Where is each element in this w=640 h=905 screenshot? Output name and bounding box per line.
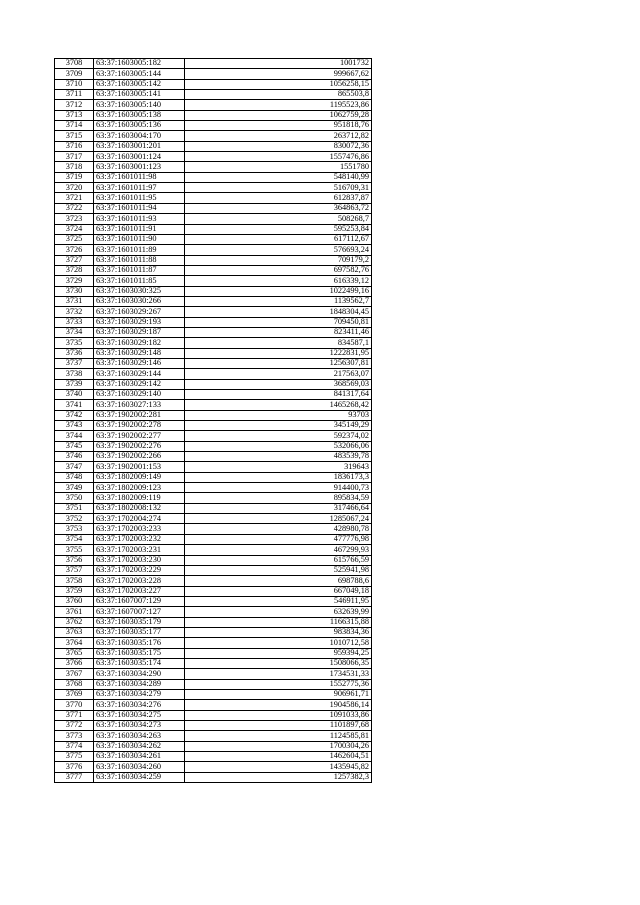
cadastral-number-cell: 63:37:1601011:85 <box>94 276 185 286</box>
cadastral-number-cell: 63:37:1603030:325 <box>94 286 185 296</box>
table-row <box>55 607 372 617</box>
value-cell: 1462604,51 <box>185 752 372 762</box>
value-cell: 1166315,88 <box>185 617 372 627</box>
cadastral-number-cell: 63:37:1702003:228 <box>94 576 185 586</box>
value-cell: 1848304,45 <box>185 307 372 317</box>
table-row <box>55 596 372 606</box>
row-number-cell: 3740 <box>55 390 94 400</box>
value-cell: 983834,36 <box>185 627 372 637</box>
row-number-cell: 3731 <box>55 296 94 306</box>
cadastral-number-cell: 63:37:1902002:276 <box>94 441 185 451</box>
row-number-cell: 3752 <box>55 514 94 524</box>
value-cell: 477776,98 <box>185 534 372 544</box>
table-row <box>55 731 372 741</box>
row-number-cell: 3760 <box>55 596 94 606</box>
cadastral-number-cell: 63:37:1802009:119 <box>94 493 185 503</box>
cadastral-number-cell: 63:37:1902002:266 <box>94 452 185 462</box>
cadastral-number-cell: 63:37:1702003:229 <box>94 565 185 575</box>
table-row <box>55 348 372 358</box>
table-row <box>55 483 372 493</box>
value-cell: 1836173,3 <box>185 472 372 482</box>
row-number-cell: 3753 <box>55 524 94 534</box>
value-cell: 576693,24 <box>185 245 372 255</box>
value-cell: 1062759,28 <box>185 110 372 120</box>
table-row <box>55 338 372 348</box>
cadastral-number-cell: 63:37:1603034:262 <box>94 741 185 751</box>
value-cell: 616339,12 <box>185 276 372 286</box>
value-cell: 1101897,68 <box>185 721 372 731</box>
value-cell: 595253,84 <box>185 224 372 234</box>
value-cell: 999667,62 <box>185 69 372 79</box>
cadastral-number-cell: 63:37:1902002:277 <box>94 431 185 441</box>
row-number-cell: 3772 <box>55 721 94 731</box>
table-row <box>55 648 372 658</box>
table-row <box>55 131 372 141</box>
table-row <box>55 658 372 668</box>
cadastral-number-cell: 63:37:1603034:275 <box>94 710 185 720</box>
value-cell: 525941,98 <box>185 565 372 575</box>
value-cell: 1552775,36 <box>185 679 372 689</box>
value-cell: 709450,81 <box>185 317 372 327</box>
cadastral-number-cell: 63:37:1603029:182 <box>94 338 185 348</box>
value-cell: 1508066,35 <box>185 658 372 668</box>
cadastral-number-cell: 63:37:1603034:289 <box>94 679 185 689</box>
row-number-cell: 3757 <box>55 565 94 575</box>
value-cell: 368569,03 <box>185 379 372 389</box>
cadastral-number-cell: 63:37:1601011:90 <box>94 234 185 244</box>
table-row <box>55 203 372 213</box>
cadastral-number-cell: 63:37:1603005:182 <box>94 59 185 69</box>
value-cell: 697582,76 <box>185 265 372 275</box>
table-row <box>55 90 372 100</box>
value-cell: 93703 <box>185 410 372 420</box>
table-row <box>55 679 372 689</box>
cadastral-number-cell: 63:37:1607007:127 <box>94 607 185 617</box>
value-cell: 532066,06 <box>185 441 372 451</box>
value-cell: 667049,18 <box>185 586 372 596</box>
table-row <box>55 586 372 596</box>
table-row <box>55 110 372 120</box>
row-number-cell: 3768 <box>55 679 94 689</box>
cadastral-number-cell: 63:37:1601011:95 <box>94 193 185 203</box>
table-row <box>55 565 372 575</box>
row-number-cell: 3775 <box>55 752 94 762</box>
row-number-cell: 3738 <box>55 369 94 379</box>
cadastral-number-cell: 63:37:1603001:201 <box>94 141 185 151</box>
cadastral-number-cell: 63:37:1607007:129 <box>94 596 185 606</box>
cadastral-number-cell: 63:37:1603029:148 <box>94 348 185 358</box>
table-row <box>55 69 372 79</box>
value-cell: 317466,64 <box>185 503 372 513</box>
value-cell: 1195523,86 <box>185 100 372 110</box>
cadastral-number-cell: 63:37:1603029:140 <box>94 390 185 400</box>
cadastral-number-cell: 63:37:1603035:176 <box>94 638 185 648</box>
value-cell: 612837,87 <box>185 193 372 203</box>
table-row <box>55 214 372 224</box>
row-number-cell: 3726 <box>55 245 94 255</box>
table-row <box>55 121 372 131</box>
cadastral-number-cell: 63:37:1601011:97 <box>94 183 185 193</box>
row-number-cell: 3747 <box>55 462 94 472</box>
cadastral-number-cell: 63:37:1603035:179 <box>94 617 185 627</box>
cadastral-number-cell: 63:37:1601011:94 <box>94 203 185 213</box>
row-number-cell: 3736 <box>55 348 94 358</box>
cadastral-number-cell: 63:37:1603034:279 <box>94 689 185 699</box>
row-number-cell: 3763 <box>55 627 94 637</box>
table-row <box>55 327 372 337</box>
row-number-cell: 3719 <box>55 172 94 182</box>
table-row <box>55 79 372 89</box>
value-cell: 1557476,86 <box>185 152 372 162</box>
value-cell: 834587,1 <box>185 338 372 348</box>
row-number-cell: 3745 <box>55 441 94 451</box>
value-cell: 1222831,95 <box>185 348 372 358</box>
cadastral-number-cell: 63:37:1603029:267 <box>94 307 185 317</box>
cadastral-number-cell: 63:37:1601011:89 <box>94 245 185 255</box>
table-row <box>55 700 372 710</box>
row-number-cell: 3725 <box>55 234 94 244</box>
row-number-cell: 3767 <box>55 669 94 679</box>
cadastral-number-cell: 63:37:1902002:281 <box>94 410 185 420</box>
row-number-cell: 3714 <box>55 121 94 131</box>
row-number-cell: 3728 <box>55 265 94 275</box>
value-cell: 467299,93 <box>185 545 372 555</box>
value-cell: 841317,64 <box>185 390 372 400</box>
table-row <box>55 276 372 286</box>
table-row <box>55 545 372 555</box>
table-row <box>55 152 372 162</box>
cadastral-number-cell: 63:37:1702003:227 <box>94 586 185 596</box>
value-cell: 1139562,7 <box>185 296 372 306</box>
row-number-cell: 3724 <box>55 224 94 234</box>
table-row <box>55 141 372 151</box>
row-number-cell: 3748 <box>55 472 94 482</box>
row-number-cell: 3712 <box>55 100 94 110</box>
row-number-cell: 3774 <box>55 741 94 751</box>
table-row <box>55 514 372 524</box>
table-row <box>55 576 372 586</box>
value-cell: 364863,72 <box>185 203 372 213</box>
cadastral-number-cell: 63:37:1702004:274 <box>94 514 185 524</box>
cadastral-number-cell: 63:37:1601011:88 <box>94 255 185 265</box>
table-row <box>55 493 372 503</box>
table-row <box>55 503 372 513</box>
row-number-cell: 3764 <box>55 638 94 648</box>
row-number-cell: 3723 <box>55 214 94 224</box>
value-cell: 906961,71 <box>185 689 372 699</box>
table-row <box>55 400 372 410</box>
cadastral-number-cell: 63:37:1603030:266 <box>94 296 185 306</box>
cadastral-number-cell: 63:37:1603029:187 <box>94 327 185 337</box>
value-cell: 951818,76 <box>185 121 372 131</box>
row-number-cell: 3773 <box>55 731 94 741</box>
value-cell: 895834,59 <box>185 493 372 503</box>
cadastral-number-cell: 63:37:1802009:123 <box>94 483 185 493</box>
row-number-cell: 3721 <box>55 193 94 203</box>
row-number-cell: 3739 <box>55 379 94 389</box>
value-cell: 959394,25 <box>185 648 372 658</box>
row-number-cell: 3741 <box>55 400 94 410</box>
value-cell: 217563,07 <box>185 369 372 379</box>
table-row <box>55 441 372 451</box>
cadastral-number-cell: 63:37:1603004:170 <box>94 131 185 141</box>
table-row <box>55 265 372 275</box>
row-number-cell: 3766 <box>55 658 94 668</box>
cadastral-number-cell: 63:37:1603034:263 <box>94 731 185 741</box>
value-cell: 1056258,15 <box>185 79 372 89</box>
value-cell: 617112,67 <box>185 234 372 244</box>
row-number-cell: 3754 <box>55 534 94 544</box>
table-row <box>55 193 372 203</box>
table-row <box>55 224 372 234</box>
row-number-cell: 3761 <box>55 607 94 617</box>
cadastral-number-cell: 63:37:1603029:146 <box>94 358 185 368</box>
cadastral-number-cell: 63:37:1603005:141 <box>94 90 185 100</box>
table-row <box>55 669 372 679</box>
table-row <box>55 390 372 400</box>
row-number-cell: 3708 <box>55 59 94 69</box>
row-number-cell: 3751 <box>55 503 94 513</box>
table-row <box>55 762 372 772</box>
cadastral-number-cell: 63:37:1702003:231 <box>94 545 185 555</box>
cadastral-number-cell: 63:37:1603035:174 <box>94 658 185 668</box>
table-row <box>55 255 372 265</box>
table-row <box>55 741 372 751</box>
row-number-cell: 3765 <box>55 648 94 658</box>
table-body <box>55 59 372 783</box>
table-row <box>55 296 372 306</box>
cadastral-number-cell: 63:37:1603005:136 <box>94 121 185 131</box>
value-cell: 1734531,33 <box>185 669 372 679</box>
table-row <box>55 100 372 110</box>
row-number-cell: 3756 <box>55 555 94 565</box>
table-row <box>55 462 372 472</box>
table-row <box>55 452 372 462</box>
cadastral-number-cell: 63:37:1601011:98 <box>94 172 185 182</box>
table-row <box>55 524 372 534</box>
value-cell: 830072,36 <box>185 141 372 151</box>
row-number-cell: 3750 <box>55 493 94 503</box>
table-row <box>55 421 372 431</box>
value-cell: 508268,7 <box>185 214 372 224</box>
cadastral-number-cell: 63:37:1603034:261 <box>94 752 185 762</box>
cadastral-number-cell: 63:37:1601011:87 <box>94 265 185 275</box>
table-row <box>55 307 372 317</box>
cadastral-number-cell: 63:37:1802008:132 <box>94 503 185 513</box>
table-row <box>55 245 372 255</box>
table-row <box>55 710 372 720</box>
value-cell: 865503,8 <box>185 90 372 100</box>
row-number-cell: 3727 <box>55 255 94 265</box>
value-cell: 263712,82 <box>185 131 372 141</box>
cadastral-number-cell: 63:37:1603029:193 <box>94 317 185 327</box>
row-number-cell: 3732 <box>55 307 94 317</box>
table-row <box>55 162 372 172</box>
cadastral-number-cell: 63:37:1603035:177 <box>94 627 185 637</box>
value-cell: 483539,78 <box>185 452 372 462</box>
value-cell: 698788,6 <box>185 576 372 586</box>
cadastral-number-cell: 63:37:1603005:140 <box>94 100 185 110</box>
value-cell: 516709,31 <box>185 183 372 193</box>
cadastral-number-cell: 63:37:1603035:175 <box>94 648 185 658</box>
table-row <box>55 752 372 762</box>
row-number-cell: 3742 <box>55 410 94 420</box>
row-number-cell: 3762 <box>55 617 94 627</box>
cadastral-number-cell: 63:37:1603034:260 <box>94 762 185 772</box>
row-number-cell: 3749 <box>55 483 94 493</box>
row-number-cell: 3718 <box>55 162 94 172</box>
row-number-cell: 3733 <box>55 317 94 327</box>
cadastral-number-cell: 63:37:1603005:144 <box>94 69 185 79</box>
table-row <box>55 772 372 782</box>
table-row <box>55 410 372 420</box>
value-cell: 546911,95 <box>185 596 372 606</box>
cadastral-number-cell: 63:37:1601011:91 <box>94 224 185 234</box>
cadastral-number-cell: 63:37:1802009:149 <box>94 472 185 482</box>
row-number-cell: 3758 <box>55 576 94 586</box>
table-row <box>55 721 372 731</box>
row-number-cell: 3720 <box>55 183 94 193</box>
table-row <box>55 431 372 441</box>
row-number-cell: 3777 <box>55 772 94 782</box>
value-cell: 709179,2 <box>185 255 372 265</box>
table-row <box>55 627 372 637</box>
value-cell: 823411,46 <box>185 327 372 337</box>
value-cell: 1001732 <box>185 59 372 69</box>
row-number-cell: 3730 <box>55 286 94 296</box>
cadastral-number-cell: 63:37:1702003:232 <box>94 534 185 544</box>
table-row <box>55 638 372 648</box>
value-cell: 1904586,14 <box>185 700 372 710</box>
table-row <box>55 379 372 389</box>
table-row <box>55 369 372 379</box>
row-number-cell: 3776 <box>55 762 94 772</box>
row-number-cell: 3769 <box>55 689 94 699</box>
table-row <box>55 172 372 182</box>
value-cell: 1435945,82 <box>185 762 372 772</box>
cadastral-number-cell: 63:37:1603034:273 <box>94 721 185 731</box>
row-number-cell: 3716 <box>55 141 94 151</box>
value-cell: 345149,29 <box>185 421 372 431</box>
cadastral-number-cell: 63:37:1603034:259 <box>94 772 185 782</box>
cadastral-number-cell: 63:37:1603001:124 <box>94 152 185 162</box>
row-number-cell: 3715 <box>55 131 94 141</box>
cadastral-number-cell: 63:37:1603029:144 <box>94 369 185 379</box>
row-number-cell: 3713 <box>55 110 94 120</box>
table-row <box>55 234 372 244</box>
cadastral-number-cell: 63:37:1603034:276 <box>94 700 185 710</box>
cadastral-number-cell: 63:37:1702003:230 <box>94 555 185 565</box>
row-number-cell: 3722 <box>55 203 94 213</box>
table-row <box>55 286 372 296</box>
row-number-cell: 3771 <box>55 710 94 720</box>
row-number-cell: 3710 <box>55 79 94 89</box>
value-cell: 592374,02 <box>185 431 372 441</box>
table-row <box>55 183 372 193</box>
value-cell: 632639,99 <box>185 607 372 617</box>
value-cell: 1124585,81 <box>185 731 372 741</box>
value-cell: 548140,99 <box>185 172 372 182</box>
table-row <box>55 358 372 368</box>
value-cell: 1022499,16 <box>185 286 372 296</box>
cadastral-number-cell: 63:37:1702003:233 <box>94 524 185 534</box>
value-cell: 428980,78 <box>185 524 372 534</box>
row-number-cell: 3729 <box>55 276 94 286</box>
row-number-cell: 3743 <box>55 421 94 431</box>
row-number-cell: 3737 <box>55 358 94 368</box>
row-number-cell: 3711 <box>55 90 94 100</box>
cadastral-number-cell: 63:37:1603001:123 <box>94 162 185 172</box>
row-number-cell: 3770 <box>55 700 94 710</box>
table-row <box>55 317 372 327</box>
value-cell: 615766,59 <box>185 555 372 565</box>
cadastral-number-cell: 63:37:1601011:93 <box>94 214 185 224</box>
cadastral-number-cell: 63:37:1603005:142 <box>94 79 185 89</box>
table-row <box>55 534 372 544</box>
cadastral-number-cell: 63:37:1902002:278 <box>94 421 185 431</box>
table-row <box>55 59 372 69</box>
value-cell: 1257382,3 <box>185 772 372 782</box>
value-cell: 319643 <box>185 462 372 472</box>
row-number-cell: 3746 <box>55 452 94 462</box>
value-cell: 1465268,42 <box>185 400 372 410</box>
value-cell: 1091033,86 <box>185 710 372 720</box>
table-row <box>55 472 372 482</box>
value-cell: 1285067,24 <box>185 514 372 524</box>
cadastral-number-cell: 63:37:1603005:138 <box>94 110 185 120</box>
value-cell: 1700304,26 <box>185 741 372 751</box>
table-row <box>55 555 372 565</box>
row-number-cell: 3744 <box>55 431 94 441</box>
row-number-cell: 3735 <box>55 338 94 348</box>
row-number-cell: 3709 <box>55 69 94 79</box>
row-number-cell: 3717 <box>55 152 94 162</box>
value-cell: 1256307,81 <box>185 358 372 368</box>
cadastral-value-table <box>54 58 372 783</box>
value-cell: 1551780 <box>185 162 372 172</box>
row-number-cell: 3759 <box>55 586 94 596</box>
cadastral-number-cell: 63:37:1902001:153 <box>94 462 185 472</box>
cadastral-number-cell: 63:37:1603029:142 <box>94 379 185 389</box>
cadastral-number-cell: 63:37:1603027:133 <box>94 400 185 410</box>
row-number-cell: 3734 <box>55 327 94 337</box>
cadastral-number-cell: 63:37:1603034:290 <box>94 669 185 679</box>
row-number-cell: 3755 <box>55 545 94 555</box>
table-row <box>55 617 372 627</box>
value-cell: 914400,73 <box>185 483 372 493</box>
table-row <box>55 689 372 699</box>
value-cell: 1010712,58 <box>185 638 372 648</box>
